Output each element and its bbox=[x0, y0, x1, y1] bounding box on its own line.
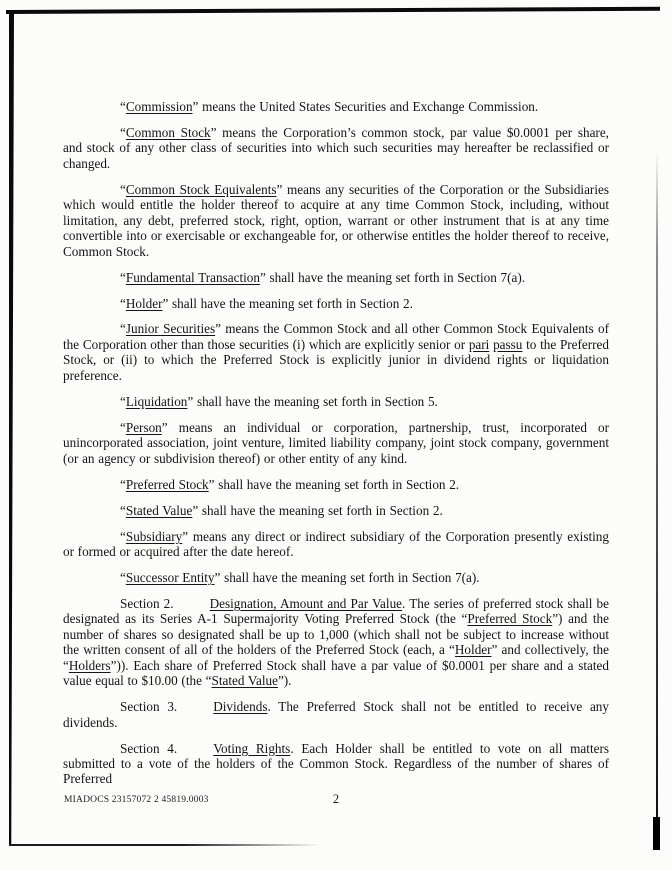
defined-term: Fundamental Transaction bbox=[125, 269, 260, 285]
defined-term: Holder bbox=[454, 642, 492, 658]
paragraph-section-4 bbox=[63, 741, 609, 787]
paragraph-def-successor-entity bbox=[63, 570, 609, 585]
defined-term: Dividends bbox=[213, 699, 268, 715]
defined-term: passu bbox=[493, 336, 523, 352]
text-run: “ bbox=[120, 181, 126, 197]
paragraph-def-common-stock bbox=[63, 125, 609, 171]
text-run: Section 4. bbox=[120, 740, 178, 756]
text-run: “ bbox=[120, 99, 126, 114]
text-run: ” shall have the meaning set forth in Section 2. bbox=[162, 295, 413, 311]
defined-term: Person bbox=[125, 419, 162, 435]
paragraph-def-preferred-stock bbox=[63, 477, 609, 492]
text-run: to the Preferred Stock, or (ii) to which the Preferred Stock is explicitly junior in dividend rights or liquidation preference. bbox=[63, 336, 610, 383]
page-number: 2 bbox=[332, 792, 340, 806]
text-run: ” and collectively, the “ bbox=[63, 642, 609, 673]
defined-term: Holder bbox=[125, 295, 163, 311]
text-run: “ bbox=[120, 321, 126, 337]
paragraph-def-junior-securities bbox=[63, 321, 609, 383]
text-run: “ bbox=[120, 476, 126, 492]
text-run: ” shall have the meaning set forth in Section 2. bbox=[192, 502, 443, 518]
defined-term: Stated Value bbox=[211, 673, 278, 689]
text-run: ” shall have the meaning set forth in Section 7(a). bbox=[259, 269, 526, 285]
text-run: ”). bbox=[277, 673, 292, 689]
defined-term: Common Stock Equivalents bbox=[125, 181, 277, 197]
text-run: “ bbox=[120, 124, 126, 140]
defined-term: Liquidation bbox=[125, 393, 188, 409]
scan-edge-right-blob bbox=[653, 817, 660, 850]
scan-edge-right bbox=[656, 150, 658, 818]
paragraph-def-liquidation bbox=[63, 394, 609, 409]
text-run: “ bbox=[120, 295, 126, 311]
document-body bbox=[63, 99, 609, 797]
defined-term: Voting Rights bbox=[213, 740, 291, 756]
text-run: . The series of preferred stock shall be designated as its Series A-1 Supermajority Voting Preferred Stock (the “ bbox=[63, 595, 609, 627]
defined-term: Designation, Amount and Par Value bbox=[209, 595, 403, 611]
text-run: ”)). Each share of Preferred Stock shall have a par value of $0.0001 per share and a stated value equal to $10.00 (the “ bbox=[63, 657, 609, 689]
text-run: Section 3. bbox=[120, 699, 178, 715]
text-run: “ bbox=[120, 419, 126, 435]
text-run: ” shall have the meaning set forth in Section 5. bbox=[187, 393, 438, 409]
text-run: ” shall have the meaning set forth in Section 7(a). bbox=[214, 569, 480, 585]
paragraph-def-stated-value bbox=[63, 503, 609, 518]
text-run: ” means any direct or indirect subsidiary of the Corporation presently existing or formed or acquired after the date hereof. bbox=[63, 528, 609, 559]
paragraph-def-subsidiary bbox=[63, 529, 609, 560]
text-run: “ bbox=[120, 502, 126, 518]
text-run: “ bbox=[120, 528, 126, 544]
defined-term: Preferred Stock bbox=[467, 611, 553, 627]
text-run: ” means an individual or corporation, partnership, trust, incorporated or unincorporated association, joint venture, limited liability company, joint stock company, government (or an agency or subdivision thereof) or other entity of any kind. bbox=[63, 419, 609, 466]
text-run: . Each Holder shall be entitled to vote on all matters submitted to a vote of the holders of the Common Stock. Regardless of the number of shares of Preferred bbox=[63, 740, 609, 787]
defined-term: Stated Value bbox=[125, 502, 193, 518]
text-run: ” means the Common Stock and all other Common Stock Equivalents of the Corporation other than those securities (i) which are explicitly senior or bbox=[63, 321, 609, 352]
paragraph-def-holder bbox=[63, 296, 609, 311]
paragraph-def-common-stock-equivalents bbox=[63, 182, 609, 259]
scan-edge-left bbox=[9, 12, 14, 845]
text-run: ” shall have the meaning set forth in Section 2. bbox=[208, 476, 460, 492]
defined-term: Preferred Stock bbox=[125, 476, 209, 492]
defined-term: Junior Securities bbox=[125, 321, 216, 337]
text-run: “ bbox=[120, 269, 126, 285]
scan-edge-bottom bbox=[9, 844, 321, 846]
text-run: “ bbox=[120, 569, 126, 585]
text-run: ” means the Corporation’s common stock, par value $0.0001 per share, and stock of any other class of securities into which such securities may hereafter be reclassified or changed. bbox=[63, 124, 609, 171]
paragraph-section-3 bbox=[63, 699, 609, 730]
paragraph-def-person bbox=[63, 420, 609, 466]
text-run: . The Preferred Stock shall not be entitled to receive any dividends. bbox=[63, 699, 609, 730]
text-run: “ bbox=[120, 393, 126, 409]
defined-term: Commission bbox=[125, 99, 193, 114]
paragraph-def-commission bbox=[63, 99, 609, 114]
paragraph-def-fundamental-transaction bbox=[63, 270, 609, 285]
defined-term: Successor Entity bbox=[125, 569, 215, 585]
document-id-stamp: MIADOCS 23157072 2 45819.0003 bbox=[64, 795, 209, 805]
text-run: ”) and the number of shares so designated shall be up to 1,000 (which shall not be subject to increase without the written consent of all of the holders of the Preferred Stock (each, a “ bbox=[63, 611, 609, 658]
defined-term: pari bbox=[468, 336, 490, 352]
paragraph-section-2 bbox=[63, 596, 609, 689]
defined-term: Common Stock bbox=[125, 124, 211, 140]
text-run: ” means the United States Securities and Exchange Commission. bbox=[192, 99, 539, 114]
defined-term: Subsidiary bbox=[125, 528, 183, 544]
text-run: Section 2. bbox=[120, 595, 174, 611]
scan-edge-top bbox=[6, 7, 660, 14]
text-run: ” means any securities of the Corporation or the Subsidiaries which would entitle the holder thereof to acquire at any time Common Stock, including, without limitation, any debt, preferred stock, right, option, warrant or other instrument that is at any time convertible into or exercisable or exchangeable for, or otherwise entitles the holder thereof to receive, Common Stock. bbox=[63, 181, 609, 259]
defined-term: Holders bbox=[68, 657, 111, 673]
